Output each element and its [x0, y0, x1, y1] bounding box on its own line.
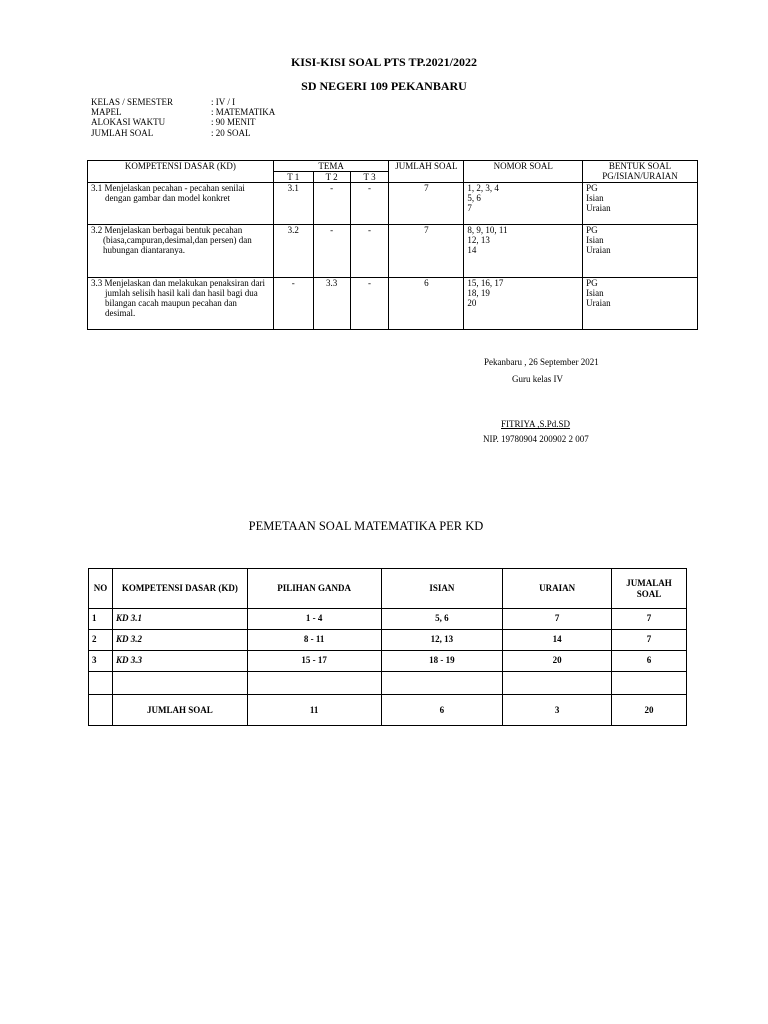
- empty-cell: [89, 695, 113, 726]
- no-cell: 3: [89, 651, 113, 672]
- kd-text: dengan gambar dan model konkret: [105, 193, 230, 203]
- table-row: [88, 183, 698, 225]
- kd-text: 3.1 Menjelaskan pecahan - pecahan senilai: [91, 183, 245, 193]
- jumlah-cell: 6: [389, 278, 464, 330]
- total-jumlah: 20: [612, 695, 687, 726]
- nomor-line: 5, 6: [467, 193, 481, 203]
- header-kd: KOMPETENSI DASAR (KD): [88, 161, 274, 183]
- signature-nip: NIP. 19780904 200902 2 007: [483, 434, 589, 444]
- bentuk-line: Uraian: [586, 245, 611, 255]
- nomor-line: 14: [467, 245, 477, 255]
- t1-cell: 3.1: [273, 183, 313, 225]
- kd-text: bilangan cacah maupun pecahan dan: [105, 298, 237, 308]
- total-uraian: 3: [503, 695, 612, 726]
- empty-row: [89, 672, 687, 695]
- kd-cell: [88, 183, 274, 225]
- empty-cell: [112, 672, 247, 695]
- kd-cell: KD 3.3: [112, 651, 247, 672]
- jumlah-cell: 7: [612, 609, 687, 630]
- bentuk-line: PG: [586, 225, 598, 235]
- pg-cell: 1 - 4: [247, 609, 381, 630]
- bentuk-cell: [583, 183, 698, 225]
- bentuk-line: Isian: [586, 288, 604, 298]
- header-bentuk-sub: PG/ISIAN/URAIAN: [602, 171, 678, 181]
- header-jumlah-line1: JUMALAH: [626, 577, 672, 588]
- jumlah-cell: 6: [612, 651, 687, 672]
- no-cell: 2: [89, 630, 113, 651]
- signature-name: FITRIYA ,S.Pd.SD: [501, 419, 571, 429]
- info-label: MAPEL: [91, 107, 122, 118]
- info-value: : MATEMATIKA: [211, 107, 276, 118]
- empty-cell: [381, 672, 503, 695]
- t1-cell: -: [273, 278, 313, 330]
- pemetaan-table: [88, 568, 687, 726]
- header-t1: T 1: [273, 172, 313, 183]
- isian-cell: 12, 13: [381, 630, 503, 651]
- bentuk-line: Isian: [586, 235, 604, 245]
- kd-text: 3.2 Menjelaskan berbagai bentuk pecahan: [91, 225, 243, 235]
- header-jumlah-soal: JUMLAH SOAL: [389, 161, 464, 183]
- kd-cell: [88, 225, 274, 278]
- total-isian: 6: [381, 695, 503, 726]
- no-cell: 1: [89, 609, 113, 630]
- info-value: : 20 SOAL: [211, 127, 251, 138]
- t3-cell: -: [350, 278, 389, 330]
- t1-cell: 3.2: [273, 225, 313, 278]
- nomor-line: 20: [467, 298, 477, 308]
- pg-cell: 8 - 11: [247, 630, 381, 651]
- header-bentuk-soal: [583, 161, 698, 183]
- info-value: : 90 MENIT: [211, 117, 256, 128]
- total-label: JUMLAH SOAL: [112, 695, 247, 726]
- bentuk-line: Isian: [586, 193, 604, 203]
- table-row: [88, 278, 698, 330]
- bentuk-line: PG: [586, 183, 598, 193]
- total-row: [89, 695, 687, 726]
- nomor-cell: [464, 278, 583, 330]
- total-pg: 11: [247, 695, 381, 726]
- nomor-line: 1, 2, 3, 4: [467, 183, 499, 193]
- jumlah-cell: 7: [389, 183, 464, 225]
- header-t3: T 3: [350, 172, 389, 183]
- info-row-jumlah: [91, 128, 275, 138]
- pemetaan-title: PEMETAAN SOAL MATEMATIKA PER KD: [248, 519, 484, 533]
- info-label: ALOKASI WAKTU: [91, 117, 166, 128]
- kisi-kisi-table: [87, 160, 698, 330]
- info-value: : IV / I: [211, 97, 236, 107]
- isian-cell: 5, 6: [381, 609, 503, 630]
- empty-cell: [247, 672, 381, 695]
- document-title: KISI-KISI SOAL PTS TP.2021/2022: [290, 55, 478, 69]
- info-label: KELAS / SEMESTER: [91, 97, 174, 107]
- header-tema: TEMA: [273, 161, 389, 172]
- empty-cell: [89, 672, 113, 695]
- nomor-cell: [464, 225, 583, 278]
- kd-text: desimal.: [105, 308, 136, 318]
- kd-cell: KD 3.1: [112, 609, 247, 630]
- kd-text: jumlah selisih hasil kali dan hasil bagi dua: [105, 288, 258, 298]
- empty-cell: [612, 672, 687, 695]
- t3-cell: -: [350, 225, 389, 278]
- table-row: [89, 651, 687, 672]
- uraian-cell: 14: [503, 630, 612, 651]
- bentuk-cell: [583, 225, 698, 278]
- nomor-line: 12, 13: [467, 235, 490, 245]
- signature-role: Guru kelas IV: [512, 374, 563, 384]
- info-row-mapel: [91, 107, 275, 117]
- nomor-line: 8, 9, 10, 11: [467, 225, 508, 235]
- header-pilihan-ganda: PILIHAN GANDA: [247, 569, 381, 609]
- kd-text: 3.3 Menjelaskan dan melakukan penaksiran dari: [91, 278, 265, 288]
- header-jumlah-line2: SOAL: [636, 588, 662, 599]
- nomor-line: 18, 19: [467, 288, 490, 298]
- bentuk-line: Uraian: [586, 298, 611, 308]
- bentuk-line: Uraian: [586, 203, 611, 213]
- header-bentuk-label: BENTUK SOAL: [608, 161, 672, 171]
- pg-cell: 15 - 17: [247, 651, 381, 672]
- signature-place-date: Pekanbaru , 26 September 2021: [484, 357, 599, 367]
- t3-cell: -: [350, 183, 389, 225]
- isian-cell: 18 - 19: [381, 651, 503, 672]
- bentuk-line: PG: [586, 278, 598, 288]
- info-row-kelas: [91, 97, 275, 107]
- info-row-alokasi: [91, 117, 275, 127]
- uraian-cell: 20: [503, 651, 612, 672]
- t2-cell: -: [313, 183, 350, 225]
- header-kd: KOMPETENSI DASAR (KD): [112, 569, 247, 609]
- nomor-line: 15, 16, 17: [467, 278, 504, 288]
- identity-info: [91, 97, 275, 138]
- bentuk-cell: [583, 278, 698, 330]
- header-uraian: URAIAN: [503, 569, 612, 609]
- table-row: [89, 630, 687, 651]
- header-no: NO: [89, 569, 113, 609]
- info-label: JUMLAH SOAL: [91, 127, 154, 138]
- jumlah-cell: 7: [389, 225, 464, 278]
- school-name: SD NEGERI 109 PEKANBARU: [301, 79, 467, 93]
- kd-cell: [88, 278, 274, 330]
- header-jumlah-soal: [612, 569, 687, 609]
- kd-text: hubungan diantaranya.: [103, 245, 185, 255]
- empty-cell: [503, 672, 612, 695]
- uraian-cell: 7: [503, 609, 612, 630]
- header-t2: T 2: [313, 172, 350, 183]
- kd-text: (biasa,campuran,desimal,dan persen) dan: [103, 235, 252, 245]
- nomor-line: 7: [467, 203, 472, 213]
- header-isian: ISIAN: [381, 569, 503, 609]
- jumlah-cell: 7: [612, 630, 687, 651]
- nomor-cell: [464, 183, 583, 225]
- kd-cell: KD 3.2: [112, 630, 247, 651]
- table-row: [88, 225, 698, 278]
- table-row: [89, 609, 687, 630]
- header-nomor-soal: NOMOR SOAL: [464, 161, 583, 183]
- t2-cell: -: [313, 225, 350, 278]
- t2-cell: 3.3: [313, 278, 350, 330]
